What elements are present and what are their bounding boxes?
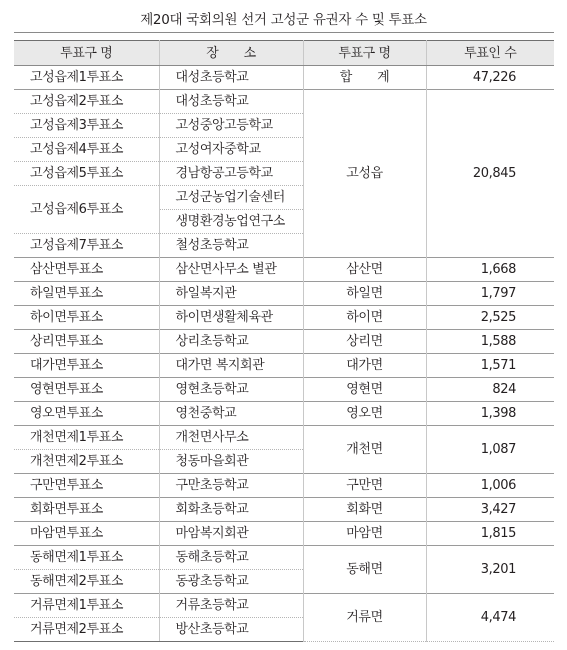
header-place: 장 소: [159, 41, 303, 66]
station-cell: 고성읍제2투표소: [14, 90, 159, 114]
place-cell: 하일복지관: [159, 282, 303, 306]
station-cell: 고성읍제4투표소: [14, 138, 159, 162]
voters-cell: 20,845: [426, 90, 554, 258]
station-cell: 구만면투표소: [14, 474, 159, 498]
table-row: [14, 402, 554, 426]
district-cell: 하일면: [303, 282, 426, 306]
voters-cell: 2,525: [426, 306, 554, 330]
place-cell: 상리초등학교: [159, 330, 303, 354]
voters-cell: 1,571: [426, 354, 554, 378]
place-cell: 고성중앙고등학교: [159, 114, 303, 138]
district-cell: 대가면: [303, 354, 426, 378]
table-row: [14, 378, 554, 402]
polling-station-table: [14, 40, 554, 642]
district-cell: 영오면: [303, 402, 426, 426]
place-cell: 마암복지회관: [159, 522, 303, 546]
place-cell: 대가면 복지회관: [159, 354, 303, 378]
place-cell: 동해초등학교: [159, 546, 303, 570]
voters-cell: 1,087: [426, 426, 554, 474]
table-body: [14, 66, 554, 642]
voters-cell: 3,427: [426, 498, 554, 522]
station-cell: 개천면제2투표소: [14, 450, 159, 474]
place-cell: 고성군농업기술센터: [159, 186, 303, 210]
place-cell: 방산초등학교: [159, 618, 303, 642]
place-cell: 대성초등학교: [159, 66, 303, 90]
table-row: [14, 306, 554, 330]
title-divider: [14, 32, 554, 33]
district-cell: 회화면: [303, 498, 426, 522]
voters-cell: 1,398: [426, 402, 554, 426]
voters-cell: 1,006: [426, 474, 554, 498]
table-row: [14, 282, 554, 306]
district-cell: 동해면: [303, 546, 426, 594]
place-cell: 개천면사무소: [159, 426, 303, 450]
place-cell: 영천중학교: [159, 402, 303, 426]
table-row: [14, 546, 554, 570]
district-cell: 구만면: [303, 474, 426, 498]
station-cell: 회화면투표소: [14, 498, 159, 522]
place-cell: 생명환경농업연구소: [159, 210, 303, 234]
district-cell: 하이면: [303, 306, 426, 330]
district-cell: 거류면: [303, 594, 426, 642]
table-row: [14, 426, 554, 450]
station-cell: 거류면제2투표소: [14, 618, 159, 642]
place-cell: 회화초등학교: [159, 498, 303, 522]
station-cell: 영오면투표소: [14, 402, 159, 426]
place-cell: 대성초등학교: [159, 90, 303, 114]
district-cell: 영현면: [303, 378, 426, 402]
voters-cell: 1,797: [426, 282, 554, 306]
station-cell: 하이면투표소: [14, 306, 159, 330]
voters-cell: 3,201: [426, 546, 554, 594]
place-cell: 철성초등학교: [159, 234, 303, 258]
voters-cell: 1,815: [426, 522, 554, 546]
station-cell: 대가면투표소: [14, 354, 159, 378]
station-cell: 고성읍제6투표소: [14, 186, 159, 234]
table-row: [14, 594, 554, 618]
voters-cell: 4,474: [426, 594, 554, 642]
table-row: [14, 354, 554, 378]
station-cell: 고성읍제5투표소: [14, 162, 159, 186]
station-cell: 영현면투표소: [14, 378, 159, 402]
place-cell: 삼산면사무소 별관: [159, 258, 303, 282]
station-cell: 하일면투표소: [14, 282, 159, 306]
table-row: [14, 474, 554, 498]
voters-cell: 1,588: [426, 330, 554, 354]
header-district: 투표구 명: [303, 41, 426, 66]
voters-cell: 824: [426, 378, 554, 402]
station-cell: 개천면제1투표소: [14, 426, 159, 450]
place-cell: 영현초등학교: [159, 378, 303, 402]
district-cell: 삼산면: [303, 258, 426, 282]
station-cell: 동해면제2투표소: [14, 570, 159, 594]
station-cell: 고성읍제3투표소: [14, 114, 159, 138]
district-cell: 합 계: [303, 66, 426, 90]
header-station: 투표구 명: [14, 41, 159, 66]
header-row: [14, 41, 554, 66]
place-cell: 청동마을회관: [159, 450, 303, 474]
place-cell: 하이면생활체육관: [159, 306, 303, 330]
place-cell: 거류초등학교: [159, 594, 303, 618]
table-row: [14, 498, 554, 522]
place-cell: 고성여자중학교: [159, 138, 303, 162]
table-row: [14, 90, 554, 114]
voters-cell: 47,226: [426, 66, 554, 90]
station-cell: 동해면제1투표소: [14, 546, 159, 570]
station-cell: 삼산면투표소: [14, 258, 159, 282]
header-voters: 투표인 수: [426, 41, 554, 66]
district-cell: 고성읍: [303, 90, 426, 258]
table-row: [14, 258, 554, 282]
district-cell: 마암면: [303, 522, 426, 546]
station-cell: 마암면투표소: [14, 522, 159, 546]
place-cell: 경남항공고등학교: [159, 162, 303, 186]
district-cell: 상리면: [303, 330, 426, 354]
table-row: [14, 522, 554, 546]
station-cell: 고성읍제1투표소: [14, 66, 159, 90]
table-header: [14, 41, 554, 66]
place-cell: 동광초등학교: [159, 570, 303, 594]
table-row: [14, 66, 554, 90]
place-cell: 구만초등학교: [159, 474, 303, 498]
station-cell: 상리면투표소: [14, 330, 159, 354]
document-title: 제20대 국회의원 선거 고성군 유권자 수 및 투표소: [140, 12, 427, 28]
district-cell: 개천면: [303, 426, 426, 474]
station-cell: 거류면제1투표소: [14, 594, 159, 618]
table-row: [14, 330, 554, 354]
voters-cell: 1,668: [426, 258, 554, 282]
station-cell: 고성읍제7투표소: [14, 234, 159, 258]
